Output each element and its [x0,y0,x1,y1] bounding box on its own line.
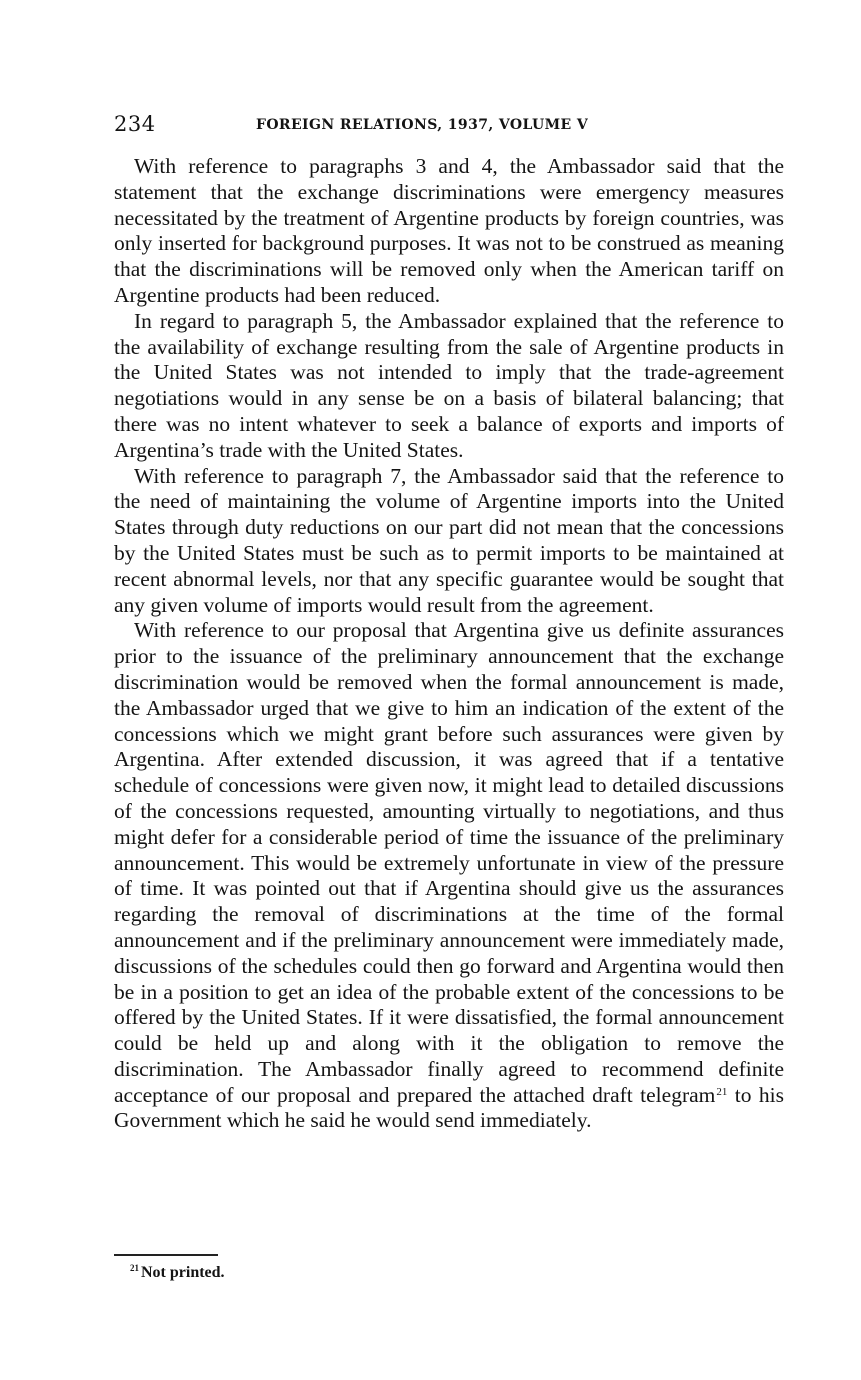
page-number: 234 [114,112,156,136]
footnote-reference[interactable]: 21 [716,1085,728,1098]
paragraph: With reference to paragraphs 3 and 4, the Ambassador said that the statement that the exchange discriminations were emergency measures necessitated by the treatment of Argentine products by foreign countries, was only inserted for background purposes. It was not to be construed as meaning that the discriminations will be removed only when the American tariff on Argentine products had been reduced. [114,154,784,307]
footnote [130,1264,225,1282]
page-header [114,112,784,140]
footnote-marker: 21 [130,1263,139,1273]
paragraph-text-continued: to his Government which he said he would send immediately. [114,1082,784,1133]
document-page [114,0,784,1380]
body-text [114,154,784,1134]
footnote-text: Not printed. [141,1264,225,1281]
paragraph: In regard to paragraph 5, the Ambassador explained that the reference to the availability of exchange resulting from the sale of Argentine products in the United States was not intended to imply that the trade-agreement negotiations would in any sense be on a basis of bilateral balancing; that there was no intent whatever to seek a balance of exports and imports of Argentina’s trade with the United States. [114,308,784,462]
paragraph-with-footnote [114,618,784,1134]
paragraph-text: With reference to our proposal that Argentina give us definite assurances prior to the issuance of the preliminary announcement that the exchange discrimination would be removed when the formal announcement is made, the Ambassador urged that we give to him an indication of the extent of the concessions which we might grant before such assurances were given by Argentina. After extended discussion, it was agreed that if a tentative schedule of concessions were given now, it might lead to detailed discussions of the concessions requested, amounting virtually to negotiations, and thus might defer for a considerable period of time the issuance of the preliminary announcement. This would be extremely unfortunate in view of the pressure of time. It was pointed out that if Argentina should give us the assurances regarding the removal of discriminations at the time of the formal announcement and if the preliminary announcement were immediately made, discussions of the schedules could then go forward and Argentina would then be in a position to get an idea of the probable extent of the concessions to be offered by the United States. If it were dissatisfied, the formal announcement could be held up and along with it the obligation to remove the discrimination. The Ambassador finally agreed to recommend definite acceptance of our proposal and prepared the attached draft telegram [114,618,784,1107]
footnote-divider [114,1254,218,1256]
running-head: FOREIGN RELATIONS, 1937, VOLUME V [256,117,589,133]
paragraph: With reference to paragraph 7, the Ambassador said that the reference to the need of maintaining the volume of Argentine imports into the United States through duty reductions on our part did not mean that the concessions by the United States must be such as to permit imports to be maintained at recent abnormal levels, nor that any specific guarantee would be sought that any given volume of imports would result from the agreement. [114,463,784,617]
